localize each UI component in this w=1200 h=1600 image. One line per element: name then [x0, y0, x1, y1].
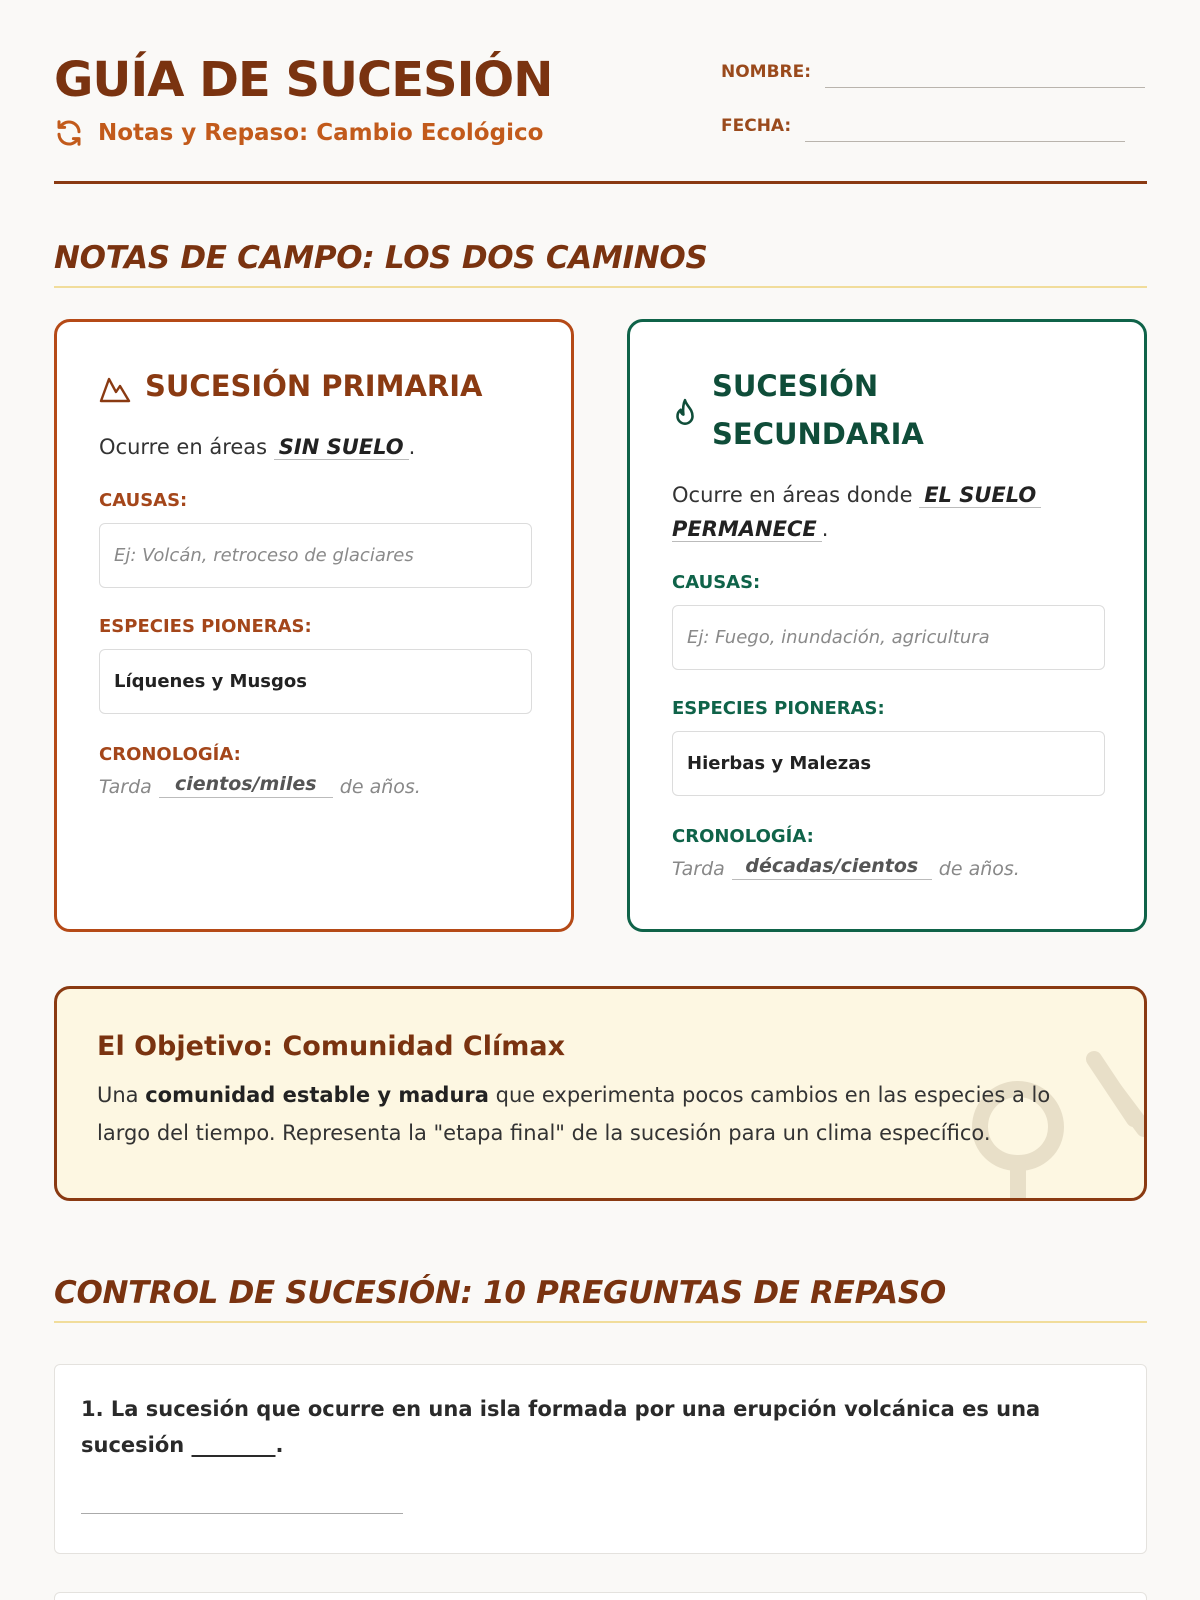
secondary-answer-blank-1: EL SUELO [919, 483, 1041, 508]
flame-icon [672, 398, 698, 428]
secondary-causes-input[interactable]: Ej: Fuego, inundación, agricultura [672, 605, 1105, 670]
primary-succession-card [54, 319, 574, 932]
date-field [721, 116, 1125, 142]
primary-answer-blank: SIN SUELO [274, 435, 409, 460]
section-heading-field-notes: NOTAS DE CAMPO: LOS DOS CAMINOS [54, 240, 1147, 288]
climax-community-box [54, 986, 1147, 1201]
secondary-causes-label: CAUSAS: [672, 572, 761, 593]
worksheet-header [54, 48, 1147, 184]
name-field [721, 62, 1145, 88]
secondary-timeline: Tarda décadas/cientos de años. [672, 855, 1020, 880]
secondary-succession-card [627, 319, 1147, 932]
page-subtitle [54, 118, 543, 148]
primary-description: Ocurre en áreas SIN SUELO . [99, 435, 416, 459]
refresh-icon [54, 118, 84, 148]
secondary-answer-blank-2: PERMANECE [672, 517, 822, 542]
secondary-description: Ocurre en áreas donde EL SUELO PERMANECE . [672, 478, 1104, 546]
date-label: FECHA: [721, 116, 792, 136]
question-1-answer-line[interactable] [81, 1513, 403, 1514]
primary-causes-label: CAUSAS: [99, 490, 188, 511]
secondary-timeline-label: CRONOLOGÍA: [672, 826, 814, 847]
name-label: NOMBRE: [721, 62, 812, 82]
page-title: GUÍA DE SUCESIÓN [54, 52, 553, 108]
climax-title: El Objetivo: Comunidad Clímax [97, 1031, 566, 1062]
climax-text: Una comunidad estable y madura que experimenta pocos cambios en las especies a lo largo del tiempo. Representa la "etapa final" de la sucesión para un clima específico. [97, 1083, 1051, 1145]
primary-causes-input[interactable]: Ej: Volcán, retroceso de glaciares [99, 523, 532, 588]
question-card-1 [54, 1364, 1147, 1554]
date-input-line[interactable] [805, 116, 1125, 142]
primary-pioneers-input[interactable]: Líquenes y Musgos [99, 649, 532, 714]
secondary-pioneers-label: ESPECIES PIONERAS: [672, 698, 885, 719]
question-card-2 [54, 1592, 1147, 1600]
primary-pioneers-label: ESPECIES PIONERAS: [99, 616, 312, 637]
section-heading-review: CONTROL DE SUCESIÓN: 10 PREGUNTAS DE REPASO [54, 1275, 1147, 1323]
secondary-card-title: SUCESIÓN SECUNDARIA [672, 362, 1104, 458]
primary-timeline: Tarda cientos/miles de años. [99, 773, 421, 798]
primary-timeline-blank: cientos/miles [159, 773, 333, 798]
subtitle-text: Notas y Repaso: Cambio Ecológico [98, 120, 544, 146]
mountain-icon [99, 375, 131, 403]
secondary-timeline-blank: décadas/cientos [732, 855, 932, 880]
primary-timeline-label: CRONOLOGÍA: [99, 744, 241, 765]
secondary-pioneers-input[interactable]: Hierbas y Malezas [672, 731, 1105, 796]
primary-card-title: SUCESIÓN PRIMARIA [99, 362, 531, 410]
question-1-text: 1. La sucesión que ocurre en una isla formada por una erupción volcánica es una sucesión ________. [81, 1397, 1041, 1457]
name-input-line[interactable] [825, 62, 1145, 88]
